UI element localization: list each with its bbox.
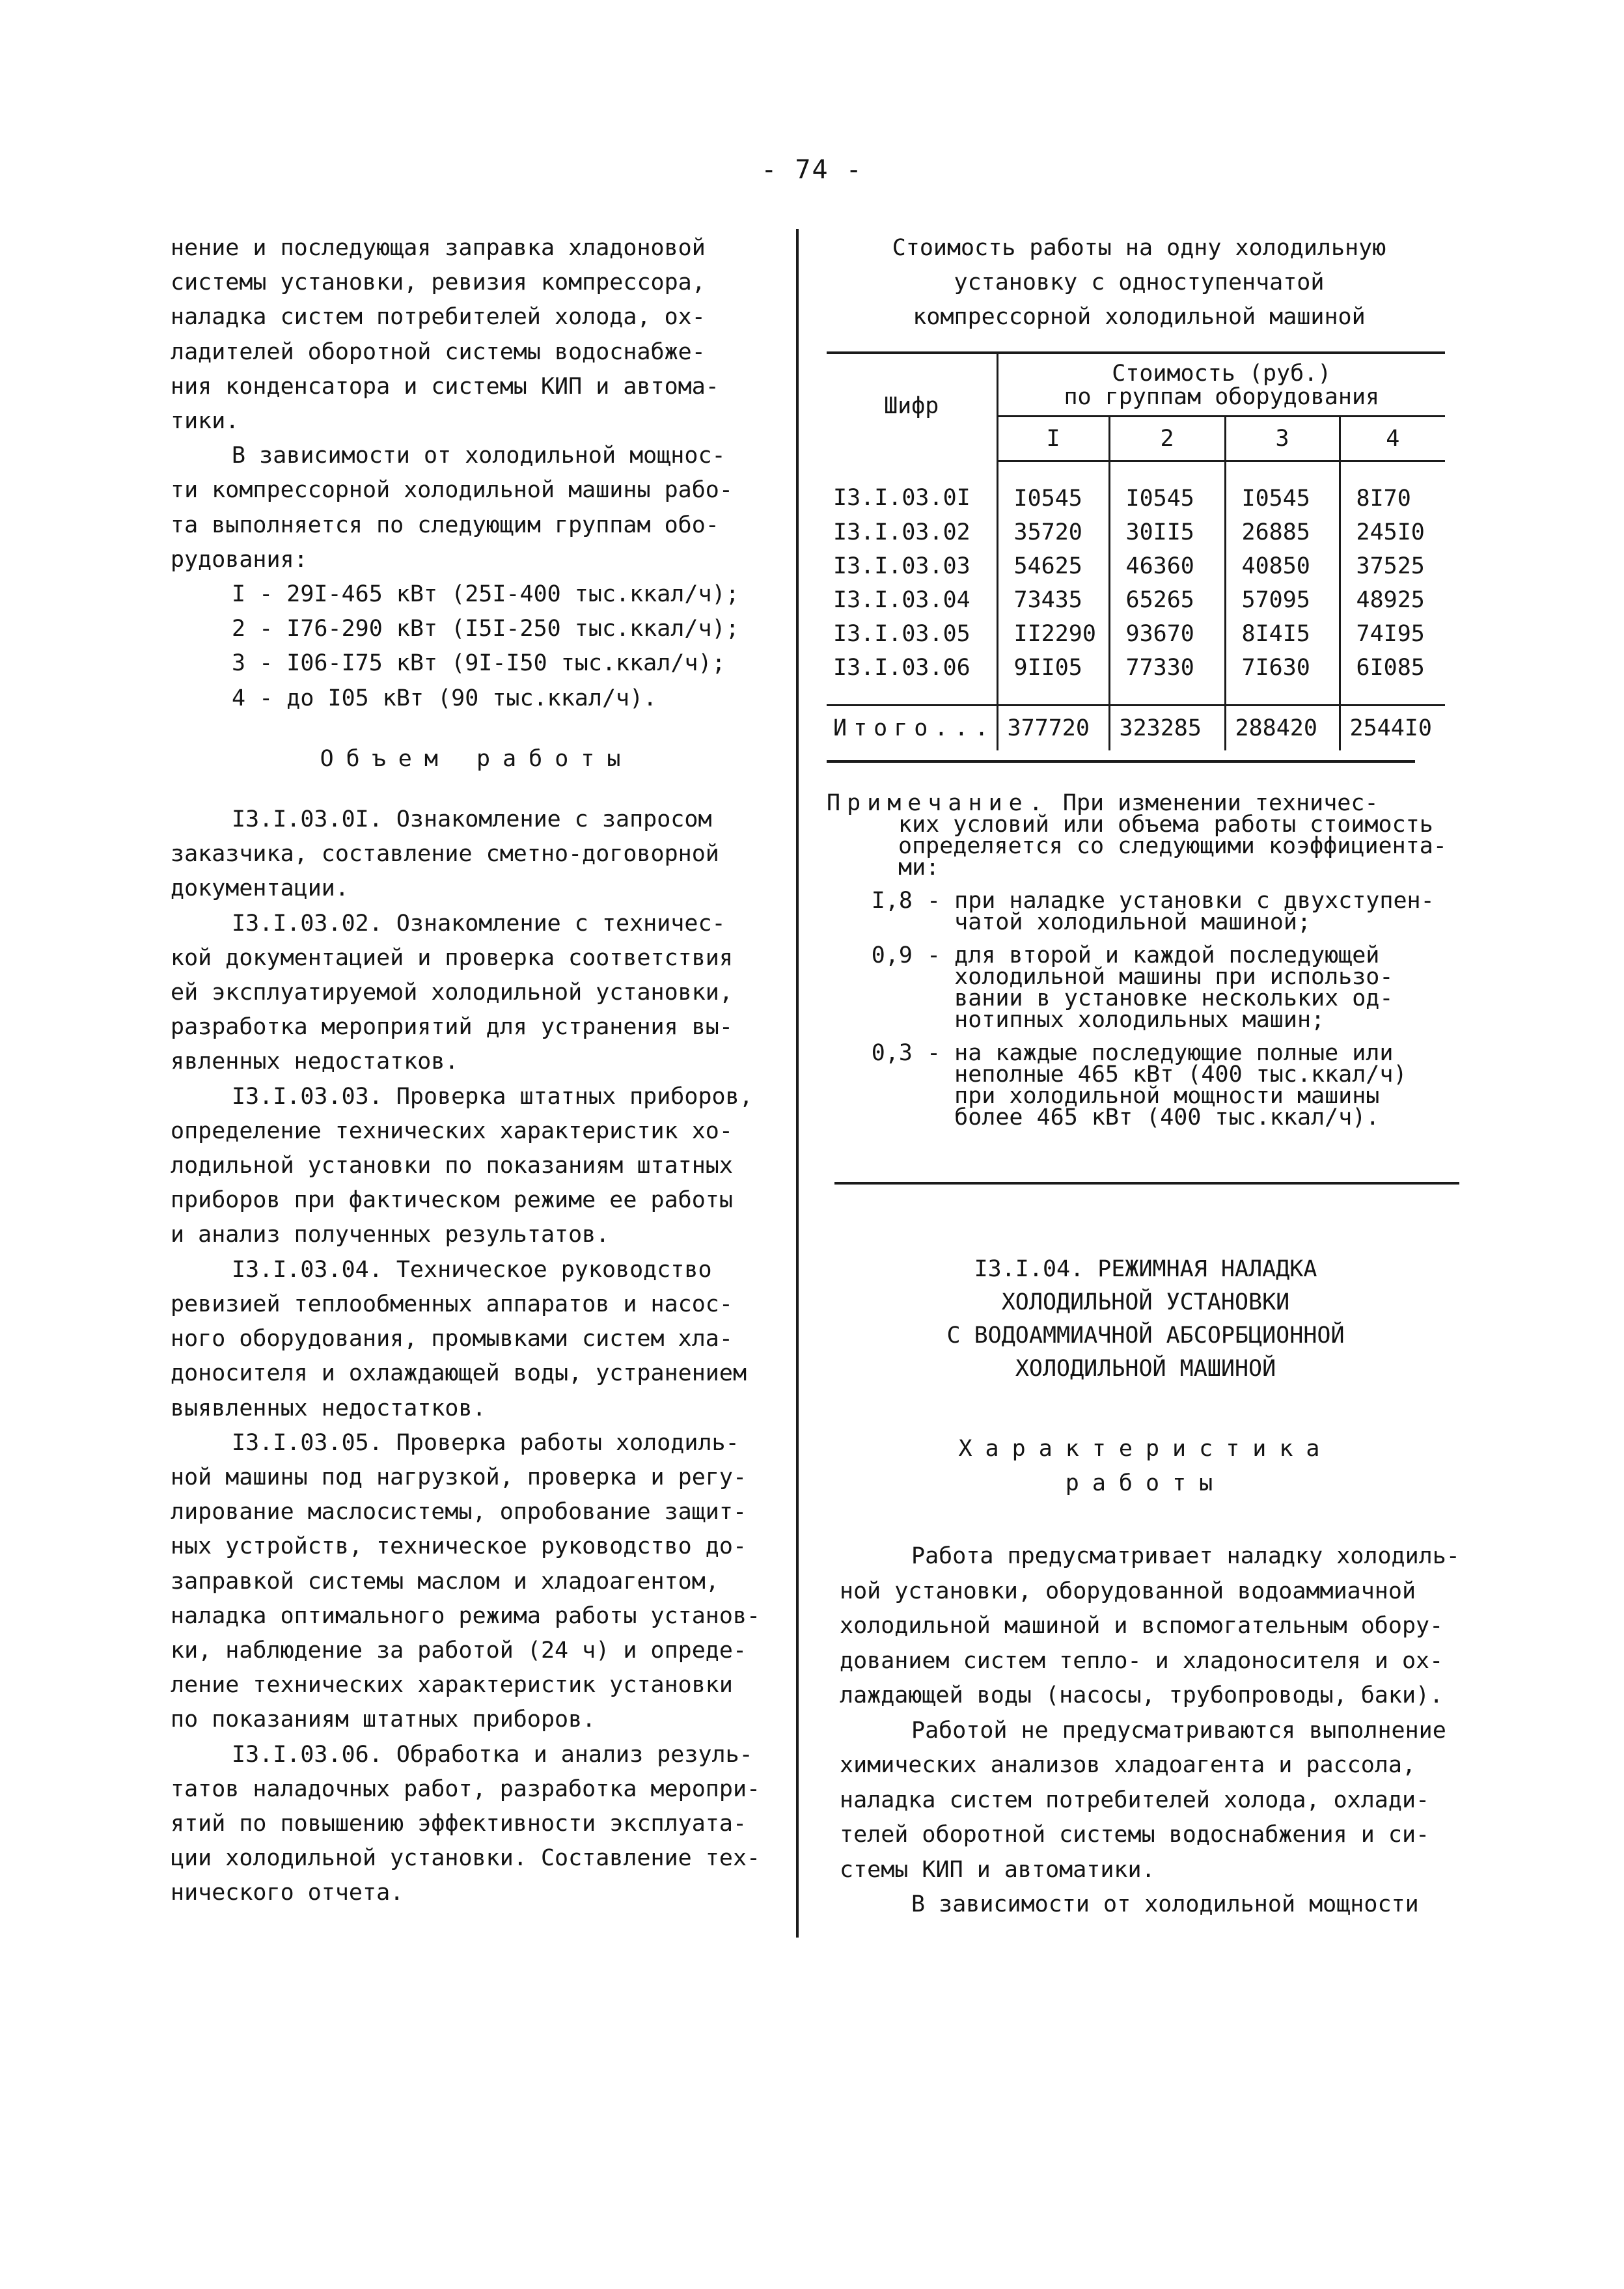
item-line: I3.I.03.04. Техническое руководство xyxy=(232,1256,712,1283)
text-line: Работа предусматривает наладку холодиль- xyxy=(911,1543,1460,1569)
row-code: I3.I.03.02 xyxy=(827,515,997,549)
total-row xyxy=(827,706,1445,751)
coefficient-line: неполные 465 кВт (400 тыс.ккал/ч) xyxy=(927,1062,1407,1088)
cell-value: 7I630 xyxy=(1225,651,1340,706)
item-line: ятий по повышению эффективности эксплуата- xyxy=(171,1810,747,1837)
cell-value: II2290 xyxy=(997,617,1109,651)
coefficient-item xyxy=(827,942,1465,1033)
cell-value: 57095 xyxy=(1225,583,1340,617)
cell-value: 245I0 xyxy=(1356,519,1425,545)
item-line: ного оборудования, промывками систем хла- xyxy=(171,1326,733,1352)
text-line: холодильной машиной и вспомогательным обору- xyxy=(840,1613,1444,1639)
cost-header xyxy=(997,351,1445,417)
cell-value: I0545 xyxy=(1225,461,1340,516)
row-code: I3.I.03.04 xyxy=(827,583,997,617)
text-line: наладка систем потребителей холода, охлади- xyxy=(840,1787,1430,1813)
coefficient-line: более 465 кВт (400 тыс.ккал/ч). xyxy=(927,1104,1380,1131)
cell-value: I0545 xyxy=(997,461,1109,516)
cell-value: 48925 xyxy=(1356,587,1425,613)
cell-value: 37525 xyxy=(1356,553,1425,579)
item-line: документации. xyxy=(171,875,349,902)
section-title-line: I3.I.04. РЕЖИМНАЯ НАЛАДКА xyxy=(974,1256,1317,1282)
row-code: I3.I.03.03 xyxy=(827,549,997,583)
table-row xyxy=(827,651,1445,706)
text-line: В зависимости от холодильной мощности xyxy=(911,1891,1419,1917)
item-line: доносителя и охлаждающей воды, устранением xyxy=(171,1360,747,1387)
item-line: приборов при фактическом режиме ее работы xyxy=(171,1187,733,1214)
group-header: 3 xyxy=(1225,417,1340,461)
item-line: определение технических характеристик хо- xyxy=(171,1117,733,1144)
coefficient-line: - для второй и каждой последующей xyxy=(927,942,1380,968)
cell-value: 77330 xyxy=(1109,651,1225,706)
item-line: разработка мероприятий для устранения вы- xyxy=(171,1014,733,1041)
coefficient-text xyxy=(927,942,1394,1033)
total-value: 2544I0 xyxy=(1340,706,1445,751)
cell-value: I0545 xyxy=(1109,461,1225,516)
text-line: дованием систем тепло- и хладоносителя и ох- xyxy=(840,1647,1444,1674)
cell-value: 46360 xyxy=(1109,549,1225,583)
text-line: В зависимости от холодильной мощнос- xyxy=(232,443,726,469)
total-value: 288420 xyxy=(1225,706,1340,751)
equipment-group: 2 - I76-290 кВт (I5I-250 тыс.ккал/ч); xyxy=(232,616,739,642)
table-row xyxy=(827,583,1445,617)
item-line: лодильной установки по показаниям штатных xyxy=(171,1153,733,1179)
item-line: заправкой системы маслом и хладоагентом, xyxy=(171,1568,719,1595)
cell-value: 35720 xyxy=(997,515,1109,549)
item-line: наладка оптимального режима работы установ- xyxy=(171,1602,761,1629)
cell-value: 30II5 xyxy=(1109,515,1225,549)
cell-value: 9II05 xyxy=(997,651,1109,706)
item-line: ной машины под нагрузкой, проверка и регу- xyxy=(171,1464,747,1490)
item-line: явленных недостатков. xyxy=(171,1049,459,1075)
table-row xyxy=(827,549,1445,583)
note-lead: При изменении техничес- xyxy=(1062,790,1379,816)
text-line: системы установки, ревизия компрессора, xyxy=(171,269,706,296)
characteristic-heading-line: работы xyxy=(1065,1470,1226,1496)
coefficient-line: нотипных холодильных машин; xyxy=(927,1007,1325,1033)
coefficient-line: - при наладке установки с двухступен- xyxy=(927,888,1435,914)
note-line: определяется со следующими коэффициента- xyxy=(898,833,1447,859)
table-top-rule xyxy=(827,351,1445,354)
scope-heading: Объем работы xyxy=(320,745,633,772)
text-line: та выполняется по следующим группам обо- xyxy=(171,512,719,538)
coefficient-value: I,8 xyxy=(871,888,913,914)
coefficient-text xyxy=(927,890,1435,933)
item-line: заказчика, составление сметно-договорной xyxy=(171,841,719,868)
item-line: I3.I.03.05. Проверка работы холодиль- xyxy=(232,1429,739,1456)
cost-header-line: по группам оборудования xyxy=(1064,384,1380,410)
cell-value: 54625 xyxy=(997,549,1109,583)
caption-line: компрессорной холодильной машиной xyxy=(913,304,1366,330)
item-line: нического отчета. xyxy=(171,1880,404,1906)
total-value: 377720 xyxy=(997,706,1109,751)
note-line: ких условий или объема работы стоимость xyxy=(898,812,1433,838)
item-line: I3.I.03.0I. Ознакомление с запросом xyxy=(232,806,712,833)
text-line: ния конденсатора и системы КИП и автома- xyxy=(171,373,719,400)
left-column xyxy=(171,231,782,1911)
coefficient-line: чатой холодильной машиной; xyxy=(927,909,1312,935)
coefficient-line: холодильной машины при использо- xyxy=(927,964,1394,990)
coefficient-value: 0,9 xyxy=(871,942,913,968)
section-body xyxy=(840,1539,1465,1923)
cell-value: 65265 xyxy=(1109,583,1225,617)
row-code: I3.I.03.06 xyxy=(827,651,997,706)
text-line: ти компрессорной холодильной машины рабо- xyxy=(171,477,733,504)
item-line: ции холодильной установки. Составление тех- xyxy=(171,1845,761,1872)
item-line: кой документацией и проверка соответствия xyxy=(171,944,733,971)
section-title-line: ХОЛОДИЛЬНОЙ МАШИНОЙ xyxy=(1015,1356,1276,1382)
note-bottom-rule xyxy=(834,1182,1459,1185)
equipment-group: I - 29I-465 кВт (25I-400 тыс.ккал/ч); xyxy=(232,581,739,608)
note-line: ми: xyxy=(898,855,940,881)
cost-table xyxy=(827,351,1445,750)
coefficient-line: при холодильной мощности машины xyxy=(927,1083,1380,1109)
characteristic-heading-line: Характеристика xyxy=(958,1436,1333,1462)
table-row xyxy=(827,461,1445,516)
row-code: I3.I.03.0I xyxy=(827,461,997,516)
item-line: и анализ полученных результатов. xyxy=(171,1222,610,1248)
table-note xyxy=(827,790,1465,1131)
cell-value: 73435 xyxy=(997,583,1109,617)
cell-value: 93670 xyxy=(1109,617,1225,651)
item-line: ки, наблюдение за работой (24 ч) и опреде- xyxy=(171,1637,747,1664)
cell-value: 6I085 xyxy=(1356,655,1425,681)
caption-line: установку с одноступенчатой xyxy=(954,269,1325,295)
coefficient-text xyxy=(927,1040,1407,1131)
text-line: стемы КИП и автоматики. xyxy=(840,1856,1155,1883)
note-label: Примечание. xyxy=(827,790,1049,816)
text-line: ладителей оборотной системы водоснабже- xyxy=(171,338,706,365)
group-header: 2 xyxy=(1109,417,1225,461)
cell-value: 26885 xyxy=(1225,515,1340,549)
equipment-group: 4 - до I05 кВт (90 тыс.ккал/ч). xyxy=(232,685,657,711)
table-row xyxy=(827,617,1445,651)
section-title-line: С ВОДОАММИАЧНОЙ АБСОРБЦИОННОЙ xyxy=(946,1323,1345,1349)
cost-header-line: Стоимость (руб.) xyxy=(1112,361,1332,387)
text-line: химических анализов хладоагента и рассола, xyxy=(840,1752,1416,1778)
page-number: - 74 - xyxy=(761,155,863,185)
row-code: I3.I.03.05 xyxy=(827,617,997,651)
total-label: Итого... xyxy=(827,706,997,751)
item-line: I3.I.03.06. Обработка и анализ резуль- xyxy=(232,1741,753,1768)
cost-table-grid xyxy=(827,351,1445,750)
cell-value: 40850 xyxy=(1225,549,1340,583)
text-line: ной установки, оборудованной водоаммиачной xyxy=(840,1578,1416,1604)
cell-value: 8I70 xyxy=(1356,486,1411,512)
item-line: I3.I.03.02. Ознакомление с техничес- xyxy=(232,910,726,937)
text-line: нение и последующая заправка хладоновой xyxy=(171,235,706,261)
table-caption xyxy=(827,231,1452,335)
total-value: 323285 xyxy=(1109,706,1225,751)
column-divider xyxy=(796,229,799,1938)
group-header: I xyxy=(997,417,1109,461)
item-line: татов наладочных работ, разработка меропри- xyxy=(171,1775,761,1802)
item-line: ревизией теплообменных аппаратов и насос- xyxy=(171,1291,733,1317)
item-line: выявленных недостатков. xyxy=(171,1395,486,1421)
text-line: лаждающей воды (насосы, трубопроводы, баки). xyxy=(840,1682,1444,1708)
coefficient-item xyxy=(827,1040,1465,1131)
section-title-line: ХОЛОДИЛЬНОЙ УСТАНОВКИ xyxy=(1001,1289,1290,1315)
item-line: по показаниям штатных приборов. xyxy=(171,1706,596,1733)
equipment-group: 3 - I06-I75 кВт (9I-I50 тыс.ккал/ч); xyxy=(232,650,726,677)
cell-value: 74I95 xyxy=(1356,621,1425,647)
text-line: рудования: xyxy=(171,546,308,573)
item-line: ей эксплуатируемой холодильной установки, xyxy=(171,980,733,1006)
coefficient-value: 0,3 xyxy=(871,1040,913,1066)
item-line: ление технических характеристик установки xyxy=(171,1672,733,1699)
table-header-row xyxy=(827,351,1445,417)
text-line: Работой не предусматриваются выполнение xyxy=(911,1717,1446,1744)
text-line: телей оборотной системы водоснабжения и си- xyxy=(840,1822,1430,1848)
code-header: Шифр xyxy=(827,351,997,461)
coefficient-line: - на каждые последующие полные или xyxy=(927,1040,1394,1066)
group-header: 4 xyxy=(1340,417,1445,461)
table-bottom-rule xyxy=(827,760,1415,763)
table-row xyxy=(827,515,1445,549)
coefficient-line: вании в установке нескольких од- xyxy=(927,985,1394,1011)
item-line: ных устройств, техническое руководство до- xyxy=(171,1533,747,1560)
item-line: I3.I.03.03. Проверка штатных приборов, xyxy=(232,1083,753,1110)
text-line: наладка систем потребителей холода, ох- xyxy=(171,304,706,331)
item-line: лирование маслосистемы, опробование защит- xyxy=(171,1499,747,1526)
cell-value: 8I4I5 xyxy=(1225,617,1340,651)
characteristic-heading xyxy=(827,1432,1465,1501)
coefficient-item xyxy=(827,890,1465,933)
caption-line: Стоимость работы на одну холодильную xyxy=(892,235,1386,261)
text-line: тики. xyxy=(171,408,240,435)
section-title xyxy=(827,1253,1465,1386)
